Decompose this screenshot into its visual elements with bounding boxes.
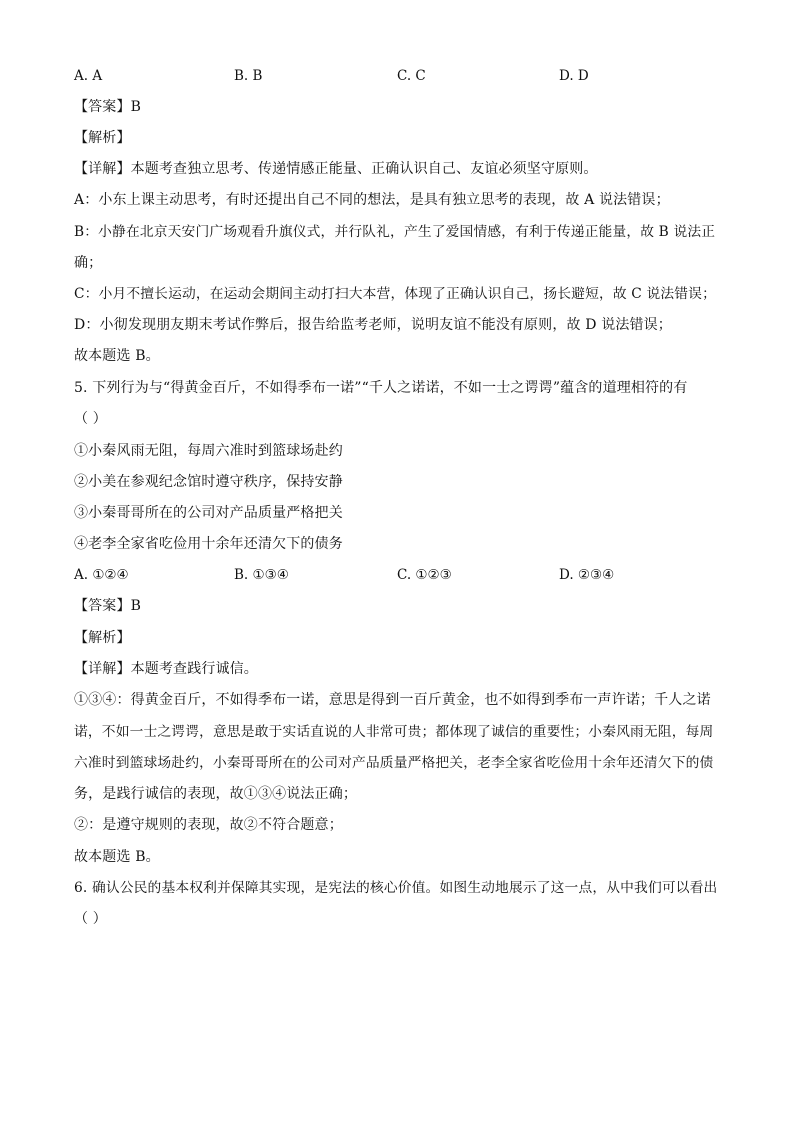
q5-detail: 【详解】本题考查践行诚信。 xyxy=(74,661,258,677)
q5-statement: ②小美在参观纪念馆时遵守秩序，保持安静 xyxy=(74,474,343,490)
q4-conclusion: 故本题选 B。 xyxy=(74,348,160,364)
q4-explanation-line: C：小月不擅长运动，在运动会期间主动打扫大本营，体现了正确认识自己，扬长避短，故 C 说法错误； xyxy=(74,286,716,302)
q4-option-a: A. A xyxy=(74,68,103,84)
q5-explanation-line: 诺，不如一士之谔谔，意思是敢于实话直说的人非常可贵；都体现了诚信的重要性；小秦风雨无阻，每周 xyxy=(74,724,714,740)
q4-answer: 【答案】B xyxy=(74,99,142,115)
q5-explanation-line: 务，是践行诚信的表现，故①③④说法正确； xyxy=(74,786,357,802)
q5-options xyxy=(74,565,714,585)
q4-explanation-line: D：小彻发现朋友期末考试作弊后，报告给监考老师，说明友谊不能没有原则，故 D 说法错误； xyxy=(74,317,672,333)
q5-conclusion: 故本题选 B。 xyxy=(74,849,160,865)
q6-stem: 6. 确认公民的基本权利并保障其实现，是宪法的核心价值。如图生动地展示了这一点，从中我们可以看出 xyxy=(74,880,718,896)
q5-explanation-line: ②：是遵守规则的表现，故②不符合题意； xyxy=(74,817,343,833)
q5-option-d: D. ②③④ xyxy=(559,567,615,583)
q5-statement: ①小秦风雨无阻，每周六准时到篮球场赴约 xyxy=(74,443,343,459)
q4-explanation-line: 确； xyxy=(74,255,103,271)
q5-stem: 5. 下列行为与“得黄金百斤，不如得季布一诺”“千人之诺诺，不如一士之谔谔”蕴含的道理相符的有 xyxy=(74,380,688,396)
q5-explanation-line: 六准时到篮球场赴约，小秦哥哥所在的公司对产品质量严格把关，老李全家省吃俭用十余年还清欠下的债 xyxy=(74,755,714,771)
q4-explanation-line: B：小静在北京天安门广场观看升旗仪式，并行队礼，产生了爱国情感，有利于传递正能量，故 B 说法正 xyxy=(74,224,716,240)
q5-explanation-line: ①③④：得黄金百斤，不如得季布一诺，意思是得到一百斤黄金，也不如得到季布一声许诺；千人之诺 xyxy=(74,692,711,708)
q4-option-d: D. D xyxy=(559,68,589,84)
q5-analysis-label: 【解析】 xyxy=(74,630,131,646)
q5-statement: ③小秦哥哥所在的公司对产品质量严格把关 xyxy=(74,505,343,521)
q5-answer: 【答案】B xyxy=(74,598,142,614)
q4-option-b: B. B xyxy=(234,68,263,84)
q4-explanation-line: A：小东上课主动思考，有时还提出自己不同的想法，是具有独立思考的表现，故 A 说法错误； xyxy=(74,192,670,208)
q4-analysis-label: 【解析】 xyxy=(74,130,131,146)
q6-stem-blank: （ ） xyxy=(74,911,107,927)
q5-stem-blank: （ ） xyxy=(74,411,107,427)
q5-option-a: A. ①②④ xyxy=(74,567,129,583)
q5-option-c: C. ①②③ xyxy=(397,567,452,583)
q4-detail: 【详解】本题考查独立思考、传递情感正能量、正确认识自己、友谊必须坚守原则。 xyxy=(74,161,598,177)
q5-option-b: B. ①③④ xyxy=(234,567,289,583)
q5-statement: ④老李全家省吃俭用十余年还清欠下的债务 xyxy=(74,536,343,552)
q4-options xyxy=(74,66,714,86)
q4-option-c: C. C xyxy=(397,68,426,84)
